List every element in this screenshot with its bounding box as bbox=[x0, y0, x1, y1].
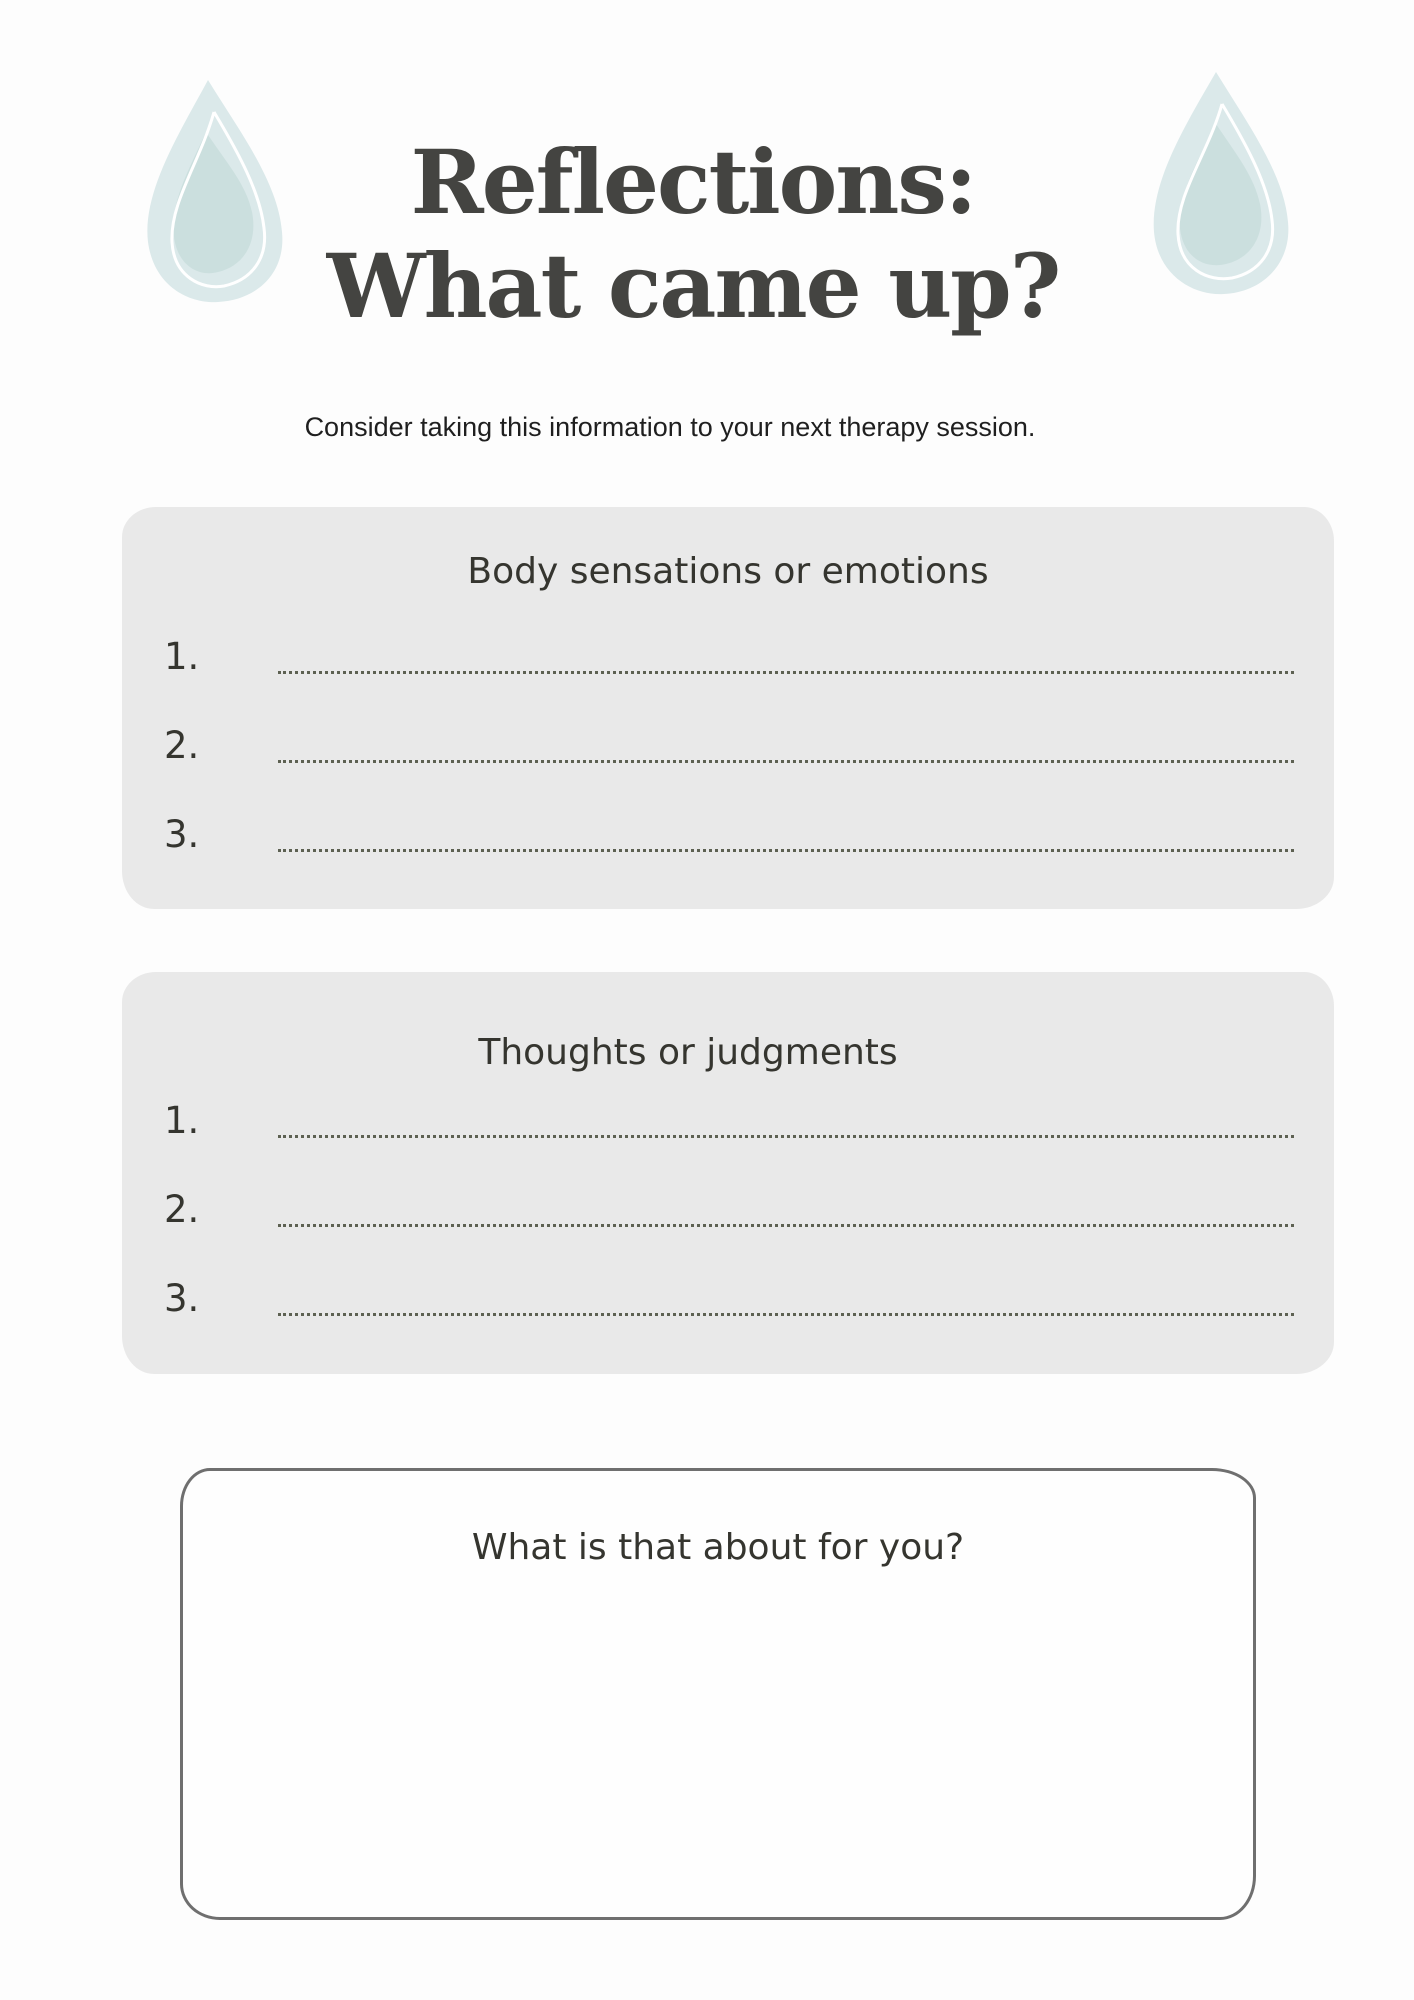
list-item-number: 3. bbox=[164, 1277, 200, 1320]
dotted-answer-line[interactable] bbox=[278, 671, 1294, 674]
free-response-box[interactable] bbox=[180, 1468, 1256, 1920]
dotted-answer-line[interactable] bbox=[278, 1135, 1294, 1138]
list-item[interactable] bbox=[164, 1277, 1294, 1327]
body-sensations-panel bbox=[122, 507, 1334, 909]
dotted-answer-line[interactable] bbox=[278, 849, 1294, 852]
section-heading: Thoughts or judgments bbox=[478, 1032, 898, 1073]
page-title-line-2: What came up? bbox=[326, 234, 1060, 338]
thoughts-panel bbox=[122, 972, 1334, 1374]
dotted-answer-line[interactable] bbox=[278, 1313, 1294, 1316]
dotted-answer-line[interactable] bbox=[278, 760, 1294, 763]
list-item[interactable] bbox=[164, 724, 1294, 774]
page-title-line-1: Reflections: bbox=[410, 130, 976, 234]
list-item-number: 3. bbox=[164, 813, 200, 856]
list-item[interactable] bbox=[164, 635, 1294, 685]
list-item-number: 1. bbox=[164, 1099, 200, 1142]
dotted-answer-line[interactable] bbox=[278, 1224, 1294, 1227]
section-heading: Body sensations or emotions bbox=[467, 551, 989, 592]
list-item-number: 2. bbox=[164, 1188, 200, 1231]
list-item-number: 2. bbox=[164, 724, 200, 767]
page-subtitle: Consider taking this information to your next therapy session. bbox=[304, 412, 1036, 442]
list-item[interactable] bbox=[164, 1188, 1294, 1238]
list-item-number: 1. bbox=[164, 635, 200, 678]
answer-box-heading: What is that about for you? bbox=[471, 1527, 965, 1568]
list-item[interactable] bbox=[164, 813, 1294, 863]
list-item[interactable] bbox=[164, 1099, 1294, 1149]
